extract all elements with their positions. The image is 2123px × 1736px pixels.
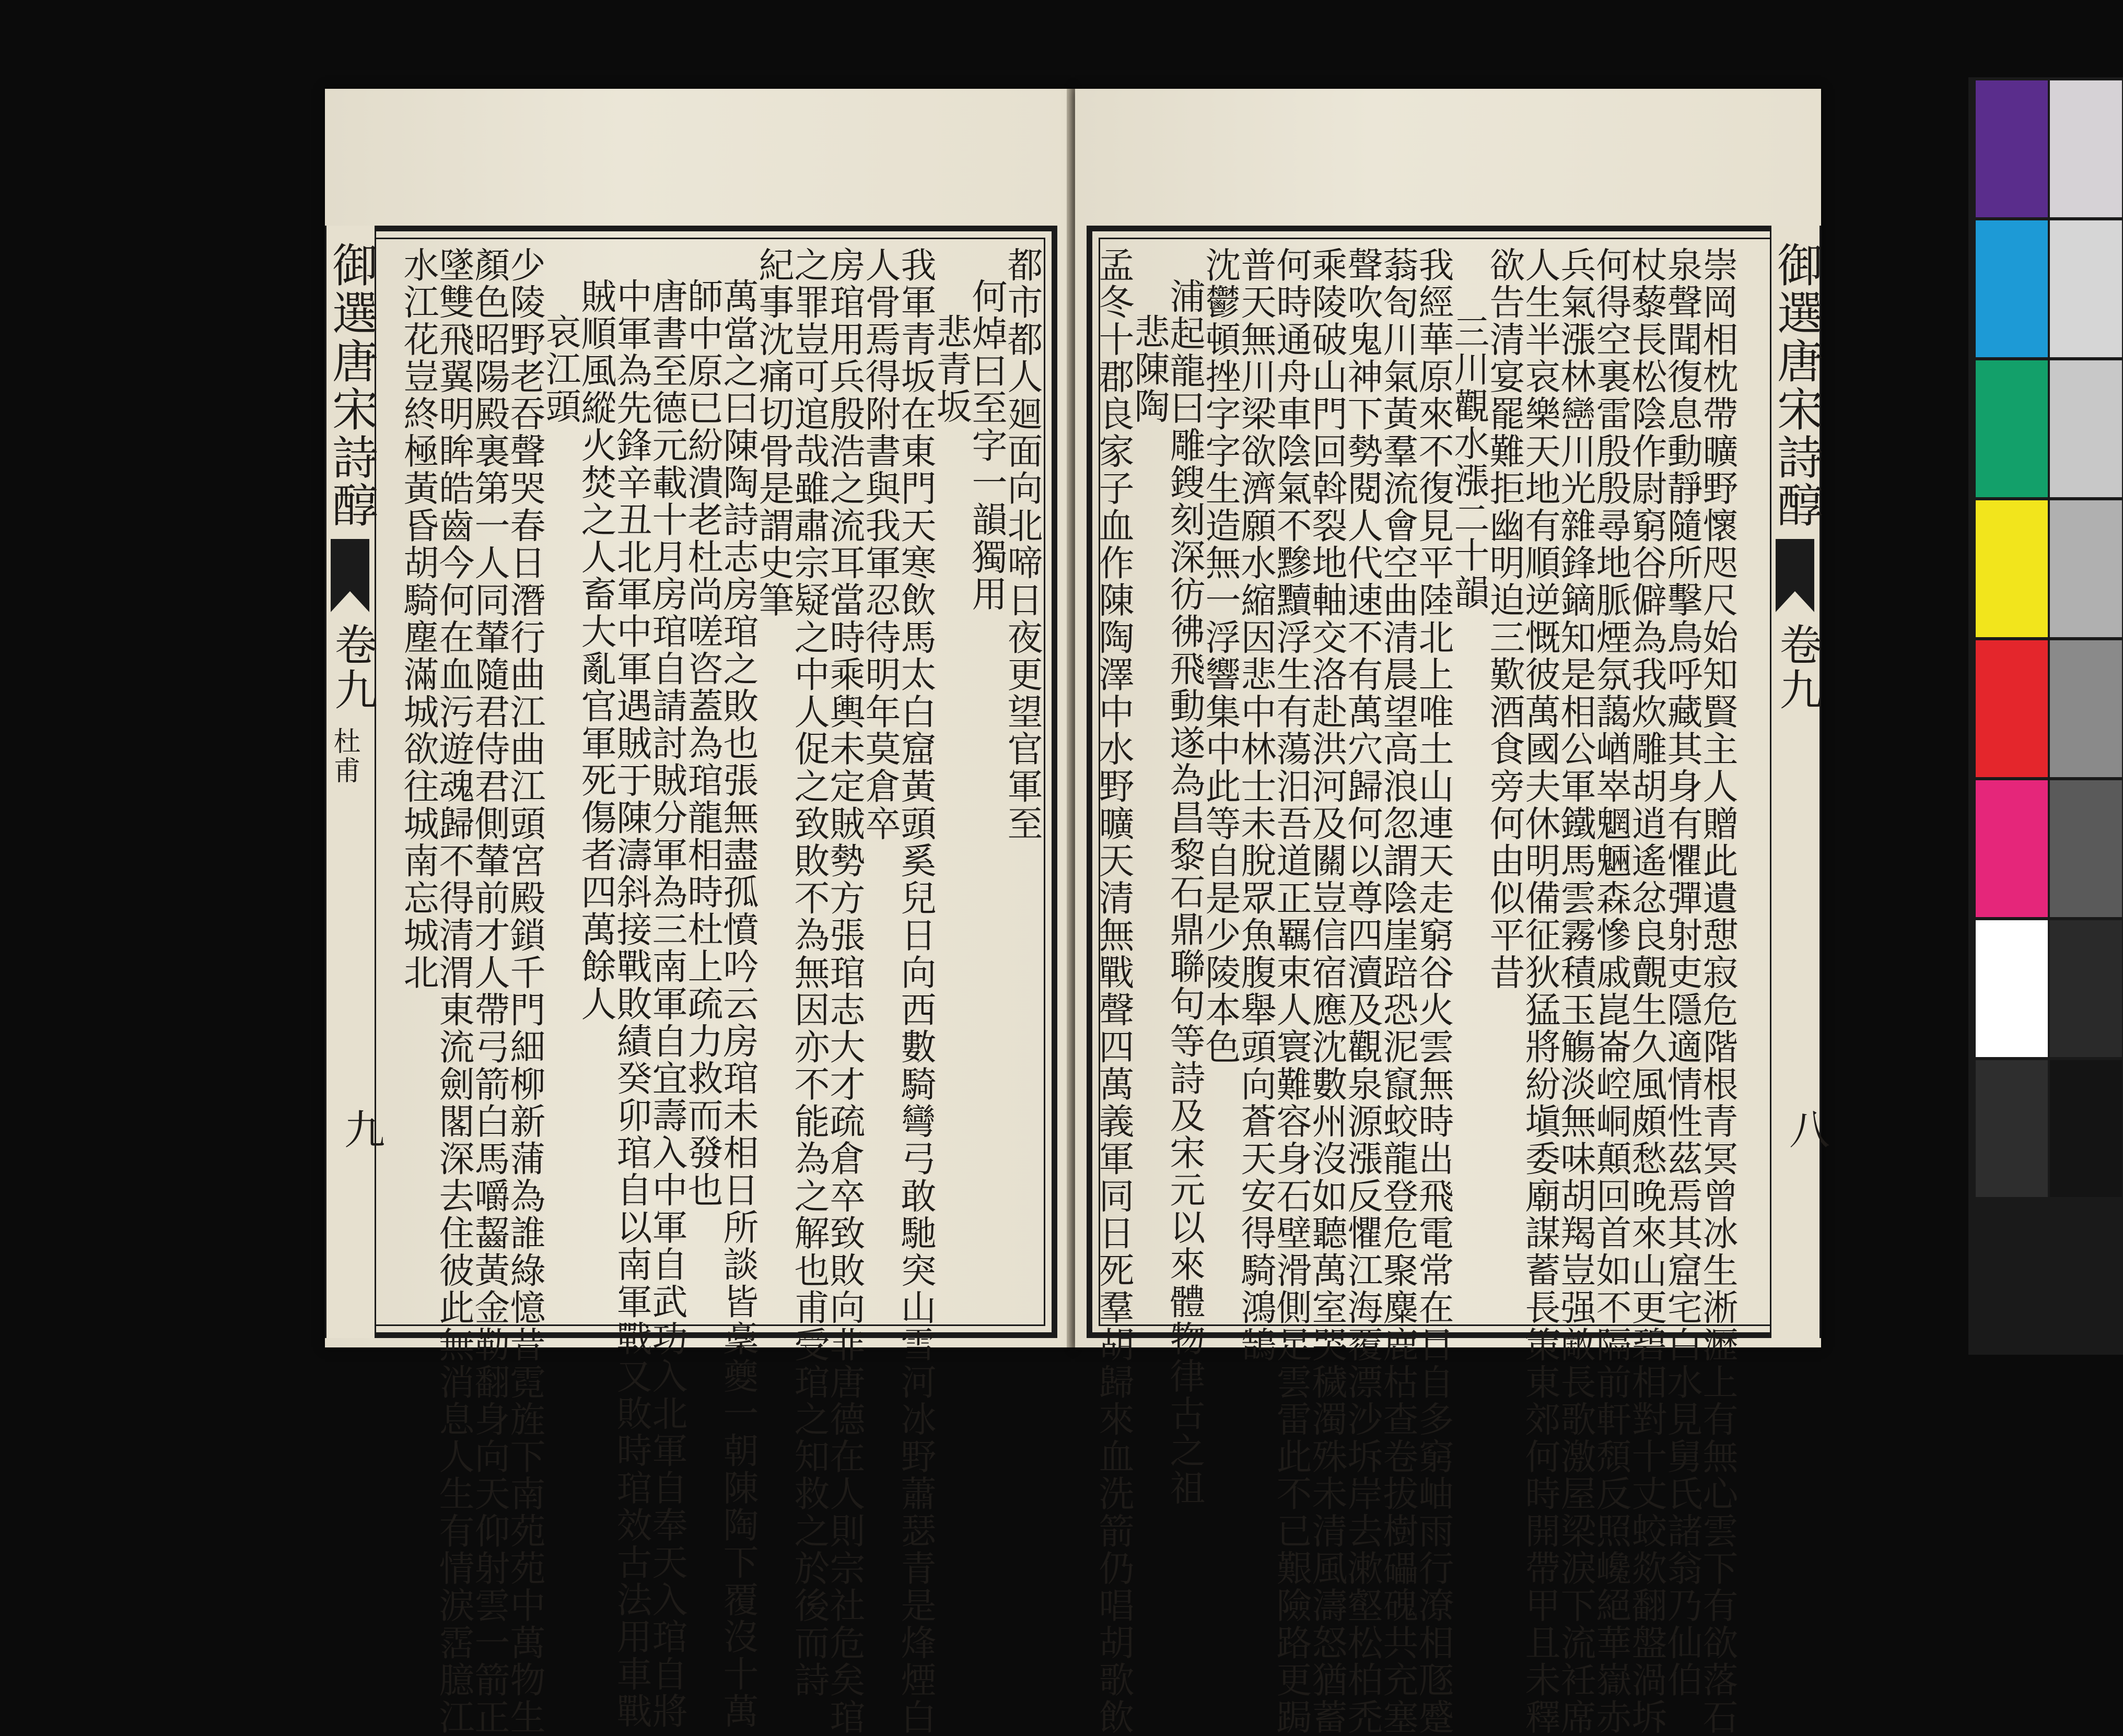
left-text-column: 萬當之曰陳陶詩志房琯之敗也張無盡孤憤吟云房琯未相日所談皆稾夔一朝陳陶下覆沒十萬 (717, 278, 759, 1730)
left-text-column: 唐書至德元載十月房琯自請討賊分軍為三南軍自宜壽入中軍自武功入北軍自奉天入琯自將 (646, 278, 687, 1730)
color-swatch (1976, 920, 2048, 1057)
right-juan-label: 卷九 (1772, 623, 1822, 712)
left-text-column: 師中原已紛潰老杜尚嗟咨蓋為琯龍相時杜上疏力救而發也 (682, 278, 723, 1209)
right-text-column: 崇岡相枕帶曠野懷咫尺始知賢主人贈此遺憇寂危階根青冥曾冰生淅瀝上有無心雲下有欲落石 (1697, 247, 1738, 1736)
color-swatch (1976, 80, 2048, 217)
right-page (1075, 89, 1829, 1736)
right-text-column: 浦起龍曰雕鎪刻深彷彿飛動遂為昌黎石鼎聯句等詩及宋元以來體物律古之祖 (1164, 278, 1205, 1507)
left-text-column: 中軍為先鋒辛丑北軍中軍遇賊于陳濤斜接戰敗績癸卯琯自以南軍戰又敗時琯效古法用車戰 (611, 278, 652, 1730)
left-text-column: 少陵野老吞聲哭春日潛行曲江曲江頭宮殿鎖千門細柳新蒲為誰綠憶昔霓旌下南苑苑中萬物生 (504, 247, 545, 1736)
color-swatch (2050, 920, 2122, 1057)
right-text-column: 杖藜長松陰作尉窮谷僻為我炊雕胡逍遙忿良覿生久風頗愁晚來山更碧相對十丈蛟欻翻盤渦坼 (1626, 247, 1667, 1736)
right-text-column: 泉聲聞復息動靜隨所擊鳥呼藏其身有懼彈射吏隱適情性茲焉其窟宅白水見舅氏諸翁乃仙伯 (1661, 247, 1702, 1699)
right-text-column: 兵氣漲林巒川光雜鋒鏑知是相公軍鐵馬雲霧積玉觴淡無味胡羯豈强敵長歌激屋梁淚下流衽席 (1555, 247, 1596, 1736)
color-swatch (2050, 500, 2122, 637)
left-text-column: 顏色昭陽殿裏第一人同輦隨君侍君側輦前才人帶弓箭白馬嚼齧黃金勒翻身向天仰射雲一箭正 (469, 247, 510, 1736)
color-swatch (2050, 780, 2122, 917)
color-swatch (2050, 1060, 2122, 1197)
right-center-title: 御選唐宋詩醇 (1770, 241, 1824, 530)
right-text-column: 沈鬱頓挫字字生造無一浮響集中此等自是少陵本色 (1199, 247, 1241, 1066)
left-text-column: 紀事沈痛切骨是謂史筆 (753, 247, 794, 619)
right-text-column: 乘陵破山門回斡裂地軸交洛赴洪河及關豈信宿應沈數州沒如聽萬室哭穢濁殊未清風濤怒猶蓄 (1306, 247, 1347, 1736)
left-text-column: 何焯曰至字一韻獨用 (966, 278, 1007, 613)
left-page (325, 89, 1071, 1736)
right-folio: 八 (1782, 1108, 1829, 1149)
right-text-column: 欲告清宴罷難拒幽明迫三歎酒食旁何由似平昔 (1484, 247, 1525, 991)
color-swatch (1976, 780, 2048, 917)
color-swatch (2050, 80, 2122, 217)
left-text-column: 房琯用兵殷浩之流耳當時乘輿未定賊勢方張琯志大才疏倉卒致敗向非唐德在人則宗社危矣琯 (824, 247, 865, 1736)
color-swatch (2050, 360, 2122, 497)
left-text-column: 悲青坂 (930, 313, 972, 425)
color-calibration-target (1968, 77, 2123, 1355)
right-text-column: 蓊匌川氣黃羣流會空曲清晨望高浪忽謂陰崖踣恐泥竄蛟龍登危聚麋鹿枯查卷拔樹礧磈共充塞 (1377, 247, 1418, 1736)
right-fish-tail-mark (1776, 539, 1814, 612)
left-text-column: 我軍青坂在東門天寒飲馬太白窟黃頭奚兒日向西數騎彎弓敢馳突山雪河冰野蕭瑟青是烽煙白 (895, 247, 936, 1736)
right-text-column: 何得空裏雷殷殷尋地脈煙氛藹崷崒魍魎森慘戚崑崙崆峒顛回首如不隔前軒頹反照巉絕華嶽赤 (1590, 247, 1631, 1736)
right-text-column: 悲陳陶 (1128, 313, 1170, 425)
right-text-column: 我經華原來不復見平陸北上唯土山連天走窮谷火雲無時出飛電常在目自多窮岫雨行潦相豗蹙 (1413, 247, 1454, 1736)
color-swatch (1976, 1060, 2048, 1197)
color-swatch (1976, 640, 2048, 777)
left-text-column: 都市都人廻面向北啼日夜更望官軍至 (1001, 247, 1043, 842)
left-text-column: 哀江頭 (540, 313, 581, 425)
left-folio: 九 (337, 1108, 384, 1149)
color-swatch (1976, 500, 2048, 637)
left-center-title: 御選唐宋詩醇 (325, 241, 379, 530)
right-text-column: 聲吹鬼神下勢閱人代速不有萬穴歸何以尊四瀆及觀泉源漲反懼江海覆漂沙坼岸去漱壑松柏禿 (1342, 247, 1383, 1736)
right-text-column: 普天無川梁欲濟願水縮因悲中林士未脫眾魚腹舉頭向蒼天安得騎鴻鵠 (1235, 247, 1276, 1364)
right-text-column: 人生半哀樂天地有順逆慨彼萬國夫休明備征狄猛將紛塡委廟謀蓄長策東郊何時開帶甲且未釋 (1519, 247, 1560, 1736)
right-text-column: 三川觀水漲二十韻 (1448, 313, 1489, 612)
color-swatch (2050, 220, 2122, 357)
left-text-column: 之罪豈可逭哉雖肅宗疑之中人促之致敗不為無因亦不能為之解也甫受琯之知救之於後而詩 (788, 247, 830, 1699)
left-juan-label: 卷九 (328, 623, 377, 712)
left-text-column: 人骨焉得附書與我軍忍待明年莫倉卒 (859, 247, 901, 842)
left-text-column: 水江花豈終極黃昏胡騎塵滿城欲往城南忘城北 (398, 247, 439, 991)
right-page-center-strip (1770, 226, 1829, 1338)
left-page-center-strip (325, 226, 384, 1338)
left-text-column: 墜雙飛翼明眸皓齒今何在血污遊魂歸不得清渭東流劍閣深去住彼此無消息人生有情淚霑臆江 (433, 247, 474, 1736)
color-swatch (1976, 220, 2048, 357)
left-author-label: 杜甫 (329, 727, 360, 785)
color-swatch (2050, 640, 2122, 777)
right-text-column: 何時通舟車陰氣不黲黷浮生有蕩汨吾道正羈束人寰難容身石壁滑側足雲雷此不已艱險路更跼 (1270, 247, 1312, 1736)
color-swatch (1976, 360, 2048, 497)
right-text-column: 孟冬十郡良家子血作陳陶澤中水野曠天清無戰聲四萬義軍同日死羣胡歸來血洗箭仍唱胡歌飲 (1093, 247, 1134, 1736)
left-fish-tail-mark (331, 539, 369, 612)
left-text-column: 賊順風縱火焚之人畜大亂官軍死傷者四萬餘人 (575, 278, 616, 1023)
